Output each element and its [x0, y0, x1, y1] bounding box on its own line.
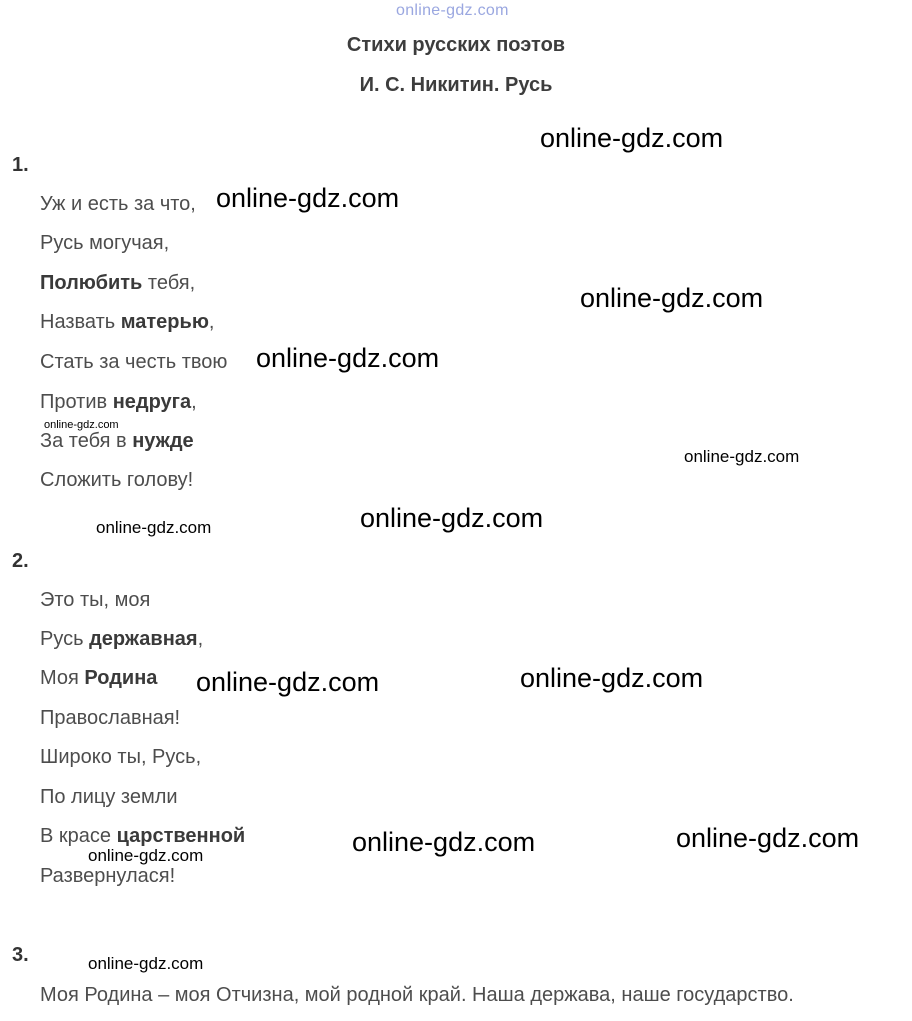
poem-line: Уж и есть за что,	[40, 193, 196, 215]
poem-line: Моя Родина	[40, 667, 158, 689]
watermark: online-gdz.com	[352, 827, 536, 857]
watermark: online-gdz.com	[520, 663, 704, 693]
page-title: Стихи русских поэтов	[346, 34, 566, 56]
poem-line: Русь могучая,	[40, 232, 170, 254]
poem-line: Назвать матерью,	[40, 311, 215, 333]
section-2-number: 2.	[12, 550, 29, 572]
watermark: online-gdz.com	[360, 503, 544, 533]
poem-line: Развернулася!	[40, 865, 176, 887]
section-1-number: 1.	[12, 154, 29, 176]
page-subtitle: И. С. Никитин. Русь	[359, 74, 553, 96]
poem-line: Русь державная,	[40, 628, 204, 650]
poem-line: Против недруга,	[40, 391, 197, 413]
watermark: online-gdz.com	[580, 283, 764, 313]
poem-line: Стать за честь твою	[40, 351, 228, 373]
watermark: online-gdz.com	[196, 667, 380, 697]
watermark: online-gdz.com	[88, 954, 204, 973]
watermark: online-gdz.com	[540, 123, 724, 153]
poem-line: Православная!	[40, 707, 181, 729]
watermark: online-gdz.com	[88, 846, 204, 865]
watermark: online-gdz.com	[44, 419, 119, 431]
answer-text: Моя Родина – моя Отчизна, мой родной край. Наша держава, наше государство.	[40, 984, 794, 1006]
section-3-number: 3.	[12, 944, 29, 966]
watermark: online-gdz.com	[256, 343, 440, 373]
poem-line: За тебя в нужде	[40, 430, 194, 452]
poem-line: В красе царственной	[40, 825, 246, 847]
watermark: online-gdz.com	[676, 823, 860, 853]
poem-line: Сложить голову!	[40, 469, 194, 491]
poem-line: Полюбить тебя,	[40, 272, 196, 294]
watermark: online-gdz.com	[216, 183, 400, 213]
watermark: online-gdz.com	[684, 447, 800, 466]
poem-line: Широко ты, Русь,	[40, 746, 202, 768]
top-watermark: online-gdz.com	[396, 2, 509, 19]
poem-line: Это ты, моя	[40, 589, 151, 611]
watermark: online-gdz.com	[96, 518, 212, 537]
poem-line: По лицу земли	[40, 786, 178, 808]
